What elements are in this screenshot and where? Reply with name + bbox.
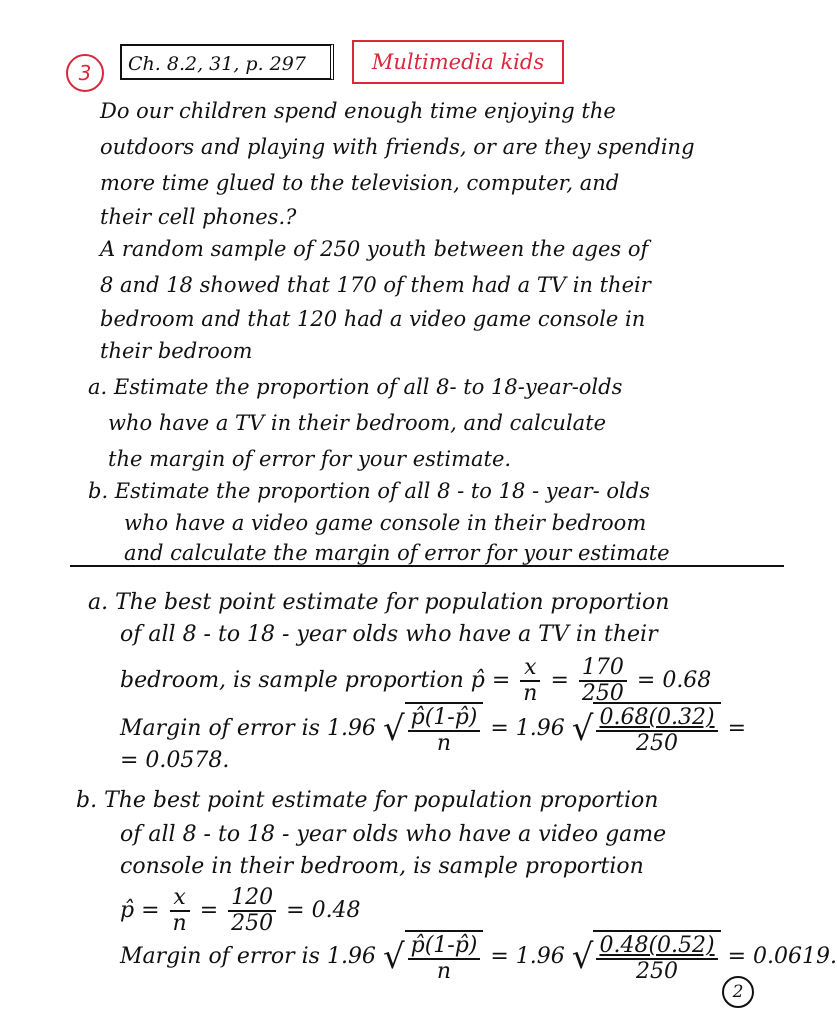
problem-line: A random sample of 250 youth between the ages of [100, 237, 649, 261]
part-a-question: the margin of error for your estimate. [108, 447, 512, 471]
fraction-120-over-250: $\frac{120}{250}$ [228, 886, 276, 936]
solution-b-line: console in their bedroom, is sample proportion [120, 854, 644, 879]
solution-b-line: b. The best point estimate for population proportion [76, 788, 659, 813]
solution-a-line: a. The best point estimate for population proportion [88, 590, 670, 615]
fraction-x-over-n: $\frac{x}{n}$ [170, 886, 190, 936]
problem-line: bedroom and that 120 had a video game console in [100, 307, 646, 331]
problem-line: 8 and 18 showed that 170 of them had a TV in their [100, 273, 651, 297]
solution-b-line: of all 8 - to 18 - year olds who have a video game [120, 822, 667, 847]
part-b-question: who have a video game console in their bedroom [124, 511, 647, 535]
chapter-reference: Ch. 8.2, 31, p. 297 [120, 44, 334, 80]
page-number: 2 [722, 976, 754, 1008]
fraction-170-over-250: $\frac{170}{250}$ [579, 656, 627, 706]
fraction-x-over-n: $\frac{x}{n}$ [520, 656, 540, 706]
sqrt-formula: √ $\frac{p̂(1-p̂)}{n}$ [383, 930, 483, 984]
problem-line: Do our children spend enough time enjoying the [100, 99, 616, 123]
part-b-question: b. Estimate the proportion of all 8 - to 18 - year- olds [88, 479, 650, 503]
problem-line: more time glued to the television, computer, and [100, 171, 620, 195]
solution-a-line: of all 8 - to 18 - year olds who have a TV in their [120, 622, 658, 647]
sqrt-formula: √ $\frac{p̂(1-p̂)}{n}$ [383, 702, 483, 756]
problem-line: their cell phones.? [100, 205, 297, 229]
section-divider [70, 565, 784, 567]
sqrt-values: √ $\frac{0.48(0.52)}{250}$ [572, 930, 721, 984]
solution-a-estimate: bedroom, is sample proportion p̂ = $\frac{x}{n}$ = $\frac{170}{250}$ = 0.68 [120, 655, 712, 707]
solution-b-estimate: p̂ = $\frac{x}{n}$ = $\frac{120}{250}$ = 0.48 [120, 885, 361, 937]
sqrt-values: √ $\frac{0.68(0.32)}{250}$ [572, 702, 721, 756]
problem-line: their bedroom [100, 339, 253, 363]
part-b-question: and calculate the margin of error for your estimate [124, 541, 670, 565]
part-a-question: who have a TV in their bedroom, and calculate [108, 411, 607, 435]
solution-a-margin: Margin of error is 1.96 √ $\frac{p̂(1-p̂)}{n}$ = 1.96 √ $\frac{0.68(0.32)}{250}$ = [120, 702, 746, 756]
part-a-question: a. Estimate the proportion of all 8- to 18-year-olds [88, 375, 623, 399]
problem-number-badge: 3 [66, 54, 104, 92]
solution-a-result: = 0.0578. [120, 748, 230, 773]
problem-line: outdoors and playing with friends, or are they spending [100, 135, 695, 159]
solution-b-margin: Margin of error is 1.96 √ $\frac{p̂(1-p̂)}{n}$ = 1.96 √ $\frac{0.48(0.52)}{250}$ = 0.0619. [120, 930, 837, 984]
problem-title: Multimedia kids [352, 40, 564, 84]
